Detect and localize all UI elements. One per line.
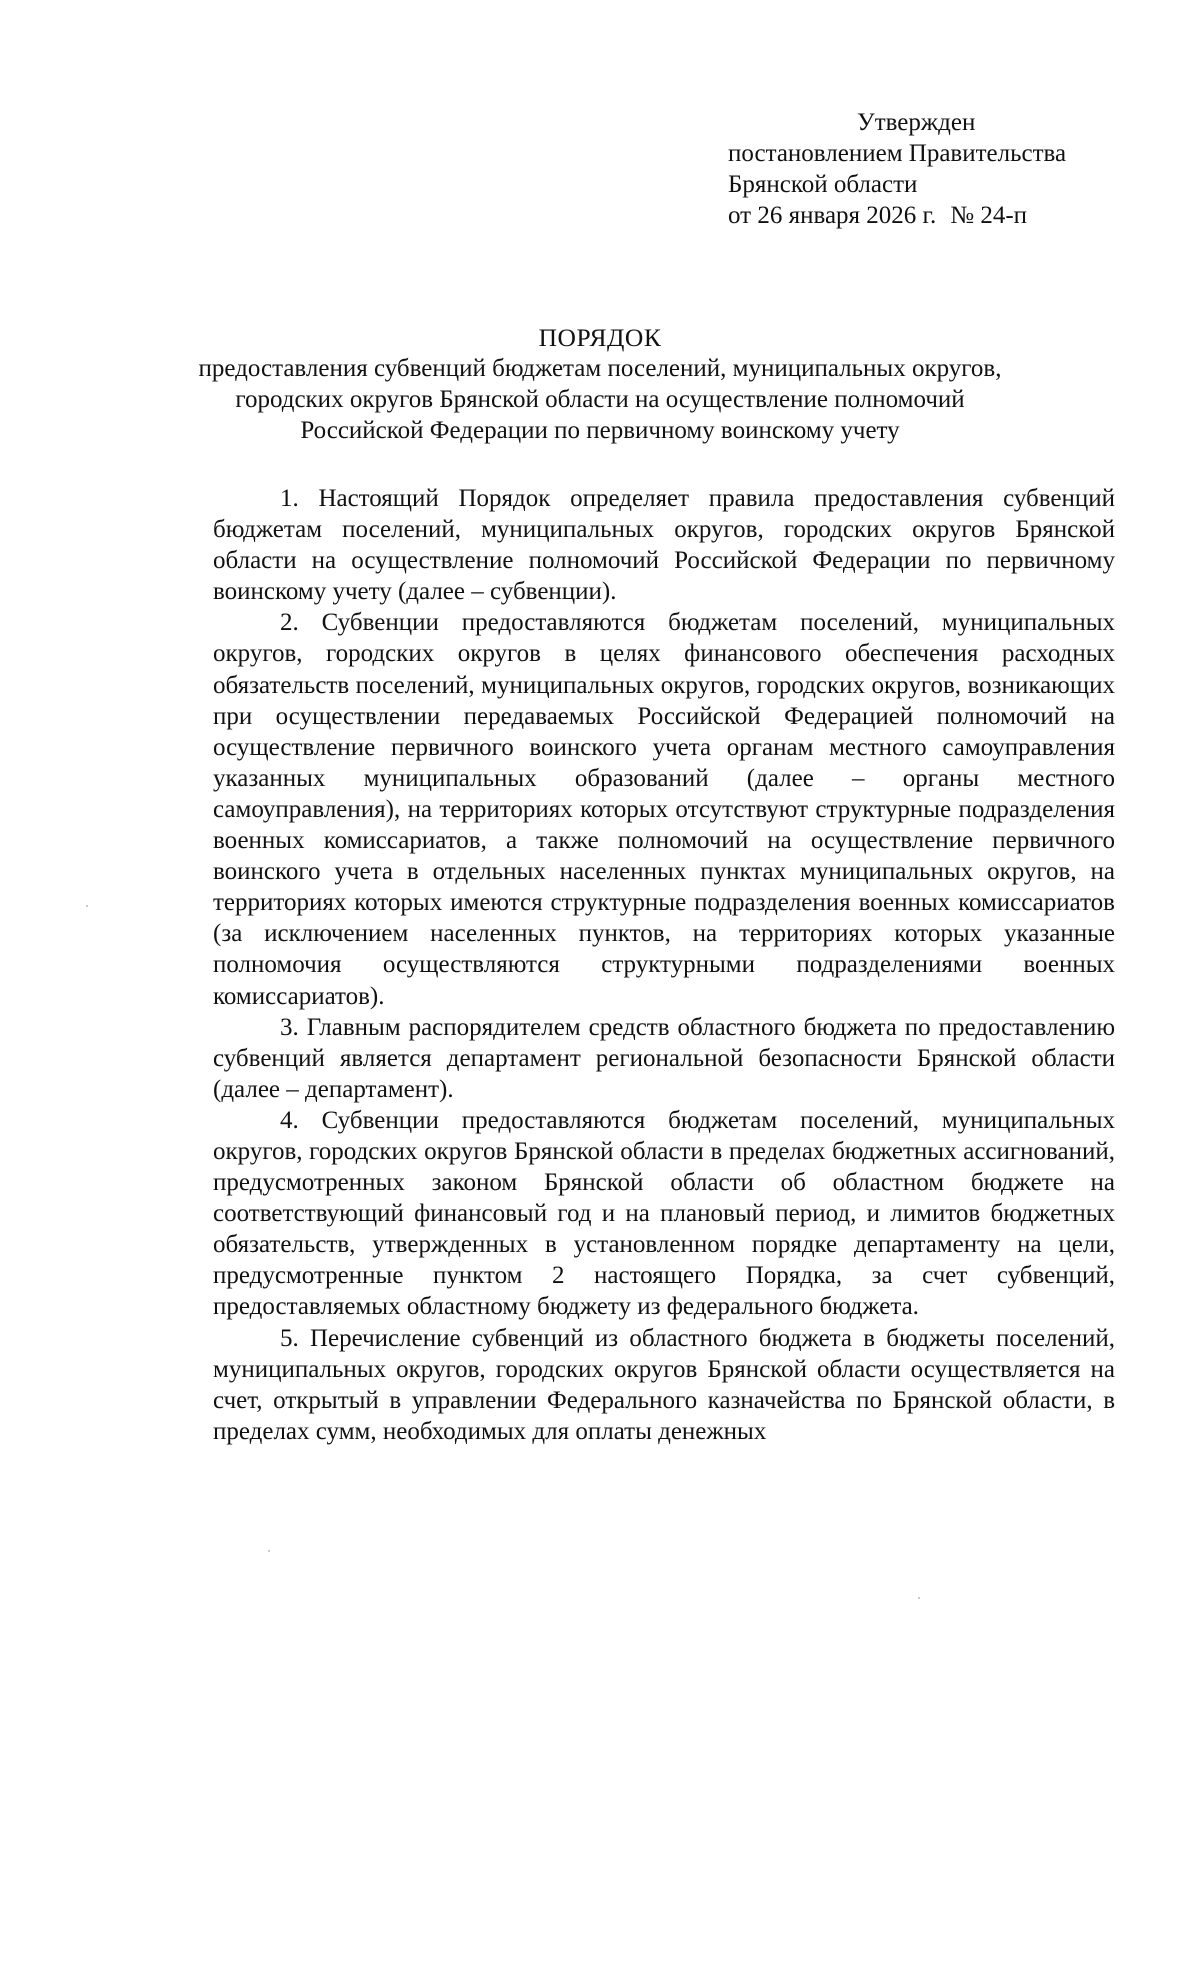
scan-speck bbox=[918, 1597, 920, 1599]
paragraph-1: 1. Настоящий Порядок определяет правила предоставления субвенций бюджетам поселений, муниципальных округов, городских округов Брянской области на осуществление полномочий Российской Федерации по первичному воинскому учету (далее – субвенции). bbox=[213, 485, 1115, 606]
paragraph-4: 4. Субвенции предоставляются бюджетам поселений, муниципальных округов, городских округов Брянской области в пределах бюджетных ассигнований, предусмотренных законом Брянской области об областном бюджете на соответствующий финансовый год и на плановый период, и лимитов бюджетных обязательств, утвержденных в установленном порядке департаменту на цели, предусмотренные пунктом 2 настоящего Порядка, за счет субвенций, предоставляемых областному бюджету из федерального бюджета. bbox=[213, 1106, 1115, 1321]
document-subtitle-line: городских округов Брянской области на осуществление полномочий bbox=[235, 386, 965, 413]
scan-speck bbox=[86, 905, 88, 907]
approval-label: Утвержден bbox=[857, 109, 976, 136]
approval-resolution: постановлением Правительства bbox=[728, 140, 1067, 167]
scan-speck bbox=[268, 1550, 270, 1552]
paragraph-5: 5. Перечисление субвенций из областного бюджета в бюджеты поселений, муниципальных округов, городских округов Брянской области осуществляется на счет, открытый в управлении Федерального казначейства по Брянской области, в пределах сумм, необходимых для оплаты денежных bbox=[213, 1324, 1115, 1445]
paragraph-3: 3. Главным распорядителем средств областного бюджета по предоставлению субвенций является департамент региональной безопасности Брянской области (далее – департамент). bbox=[213, 1013, 1115, 1103]
document-body bbox=[213, 483, 1115, 1447]
paragraph-2: 2. Субвенции предоставляются бюджетам поселений, муниципальных округов, городских округов в целях финансового обеспечения расходных обязательств поселений, муниципальных округов, городских округов, возникающих при осуществлении передаваемых Российской Федерацией полномочий на осуществление первичного воинского учета органам местного самоуправления указанных муниципальных образований (далее – органы местного самоуправления), на территориях которых отсутствуют структурные подразделения военных комиссариатов, а также полномочий на осуществление первичного воинского учета в отдельных населенных пунктах муниципальных округов, на территориях которых имеются структурные подразделения военных комиссариатов (за исключением населенных пунктов, на территориях которых указанные полномочия осуществляются структурными подразделениями военных комиссариатов). bbox=[213, 609, 1115, 1010]
approval-date-line bbox=[728, 200, 1066, 231]
document-title: ПОРЯДОК bbox=[538, 323, 662, 352]
document-subtitle-line: Российской Федерации по первичному воинскому учету bbox=[300, 417, 900, 444]
approval-date: от 26 января 2026 г. bbox=[728, 202, 937, 229]
approval-stamp bbox=[728, 107, 1066, 231]
document-heading bbox=[150, 322, 1050, 446]
approval-number: № 24-п bbox=[950, 202, 1028, 229]
approval-region: Брянской области bbox=[728, 171, 918, 198]
document-subtitle-line: предоставления субвенций бюджетам поселений, муниципальных округов, bbox=[198, 355, 1002, 382]
